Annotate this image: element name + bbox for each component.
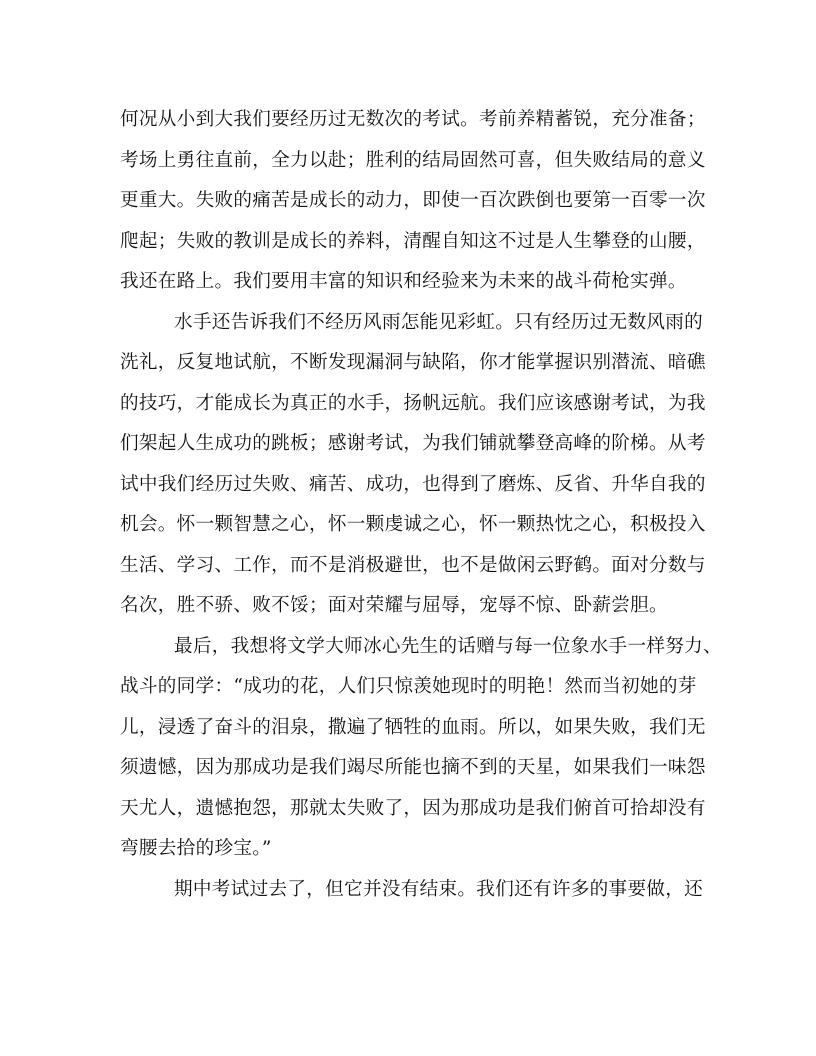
- text-line: 洗礼，反复地试航，不断发现漏洞与缺陷，你才能掌握识别潜流、暗礁: [120, 352, 706, 373]
- text-line: 弯腰去拾的珍宝。”: [120, 838, 272, 859]
- text-line: 们架起人生成功的跳板；感谢考试，为我们铺就攀登高峰的阶梯。从考: [120, 433, 706, 454]
- text-line: 须遗憾，因为那成功是我们竭尽所能也摘不到的天星，如果我们一味怨: [120, 757, 706, 778]
- text-line: 生活、学习、工作，而不是消极避世，也不是做闲云野鹤。面对分数与: [120, 554, 706, 576]
- body-text: [120, 100, 722, 910]
- text-line: 天尤人，遗憾抱怨，那就太失败了，因为那成功是我们俯首可拾却没有: [120, 797, 706, 819]
- text-line: 水手还告诉我们不经历风雨怎能见彩虹。只有经历过无数风雨的: [174, 311, 704, 333]
- text-line: 何况从小到大我们要经历过无数次的考试。考前养精蓄锐，充分准备；: [120, 109, 706, 130]
- text-line: 考场上勇往直前，全力以赴；胜利的结局固然可喜，但失败结局的意义: [120, 149, 706, 171]
- text-line: 名次，胜不骄、败不馁；面对荣耀与屈辱，宠辱不惊、卧薪尝胆。: [120, 595, 668, 616]
- text-line: 我还在路上。我们要用丰富的知识和经验来为未来的战斗荷枪实弹。: [120, 271, 687, 292]
- text-line: 的技巧，才能成长为真正的水手，扬帆远航。我们应该感谢考试，为我: [120, 392, 706, 414]
- text-line: 更重大。失败的痛苦是成长的动力，即使一百次跌倒也要第一百零一次: [120, 190, 706, 211]
- text-line: 战斗的同学：“成功的花，人们只惊羡她现时的明艳！然而当初她的芽: [120, 676, 697, 697]
- text-line: 最后，我想将文学大师冰心先生的话赠与每一位象水手一样努力、: [174, 635, 722, 657]
- text-line: 儿，浸透了奋斗的泪泉，撒遍了牺牲的血雨。所以，如果失败，我们无: [120, 716, 706, 738]
- text-line: 机会。怀一颗智慧之心，怀一颗虔诚之心，怀一颗热忱之心，积极投入: [120, 514, 706, 535]
- text-line: 期中考试过去了，但它并没有结束。我们还有许多的事要做，还: [174, 878, 704, 900]
- text-line: 爬起；失败的教训是成长的养料，清醒自知这不过是人生攀登的山腰，: [120, 230, 706, 252]
- text-line: 试中我们经历过失败、痛苦、成功，也得到了磨炼、反省、升华自我的: [120, 473, 706, 495]
